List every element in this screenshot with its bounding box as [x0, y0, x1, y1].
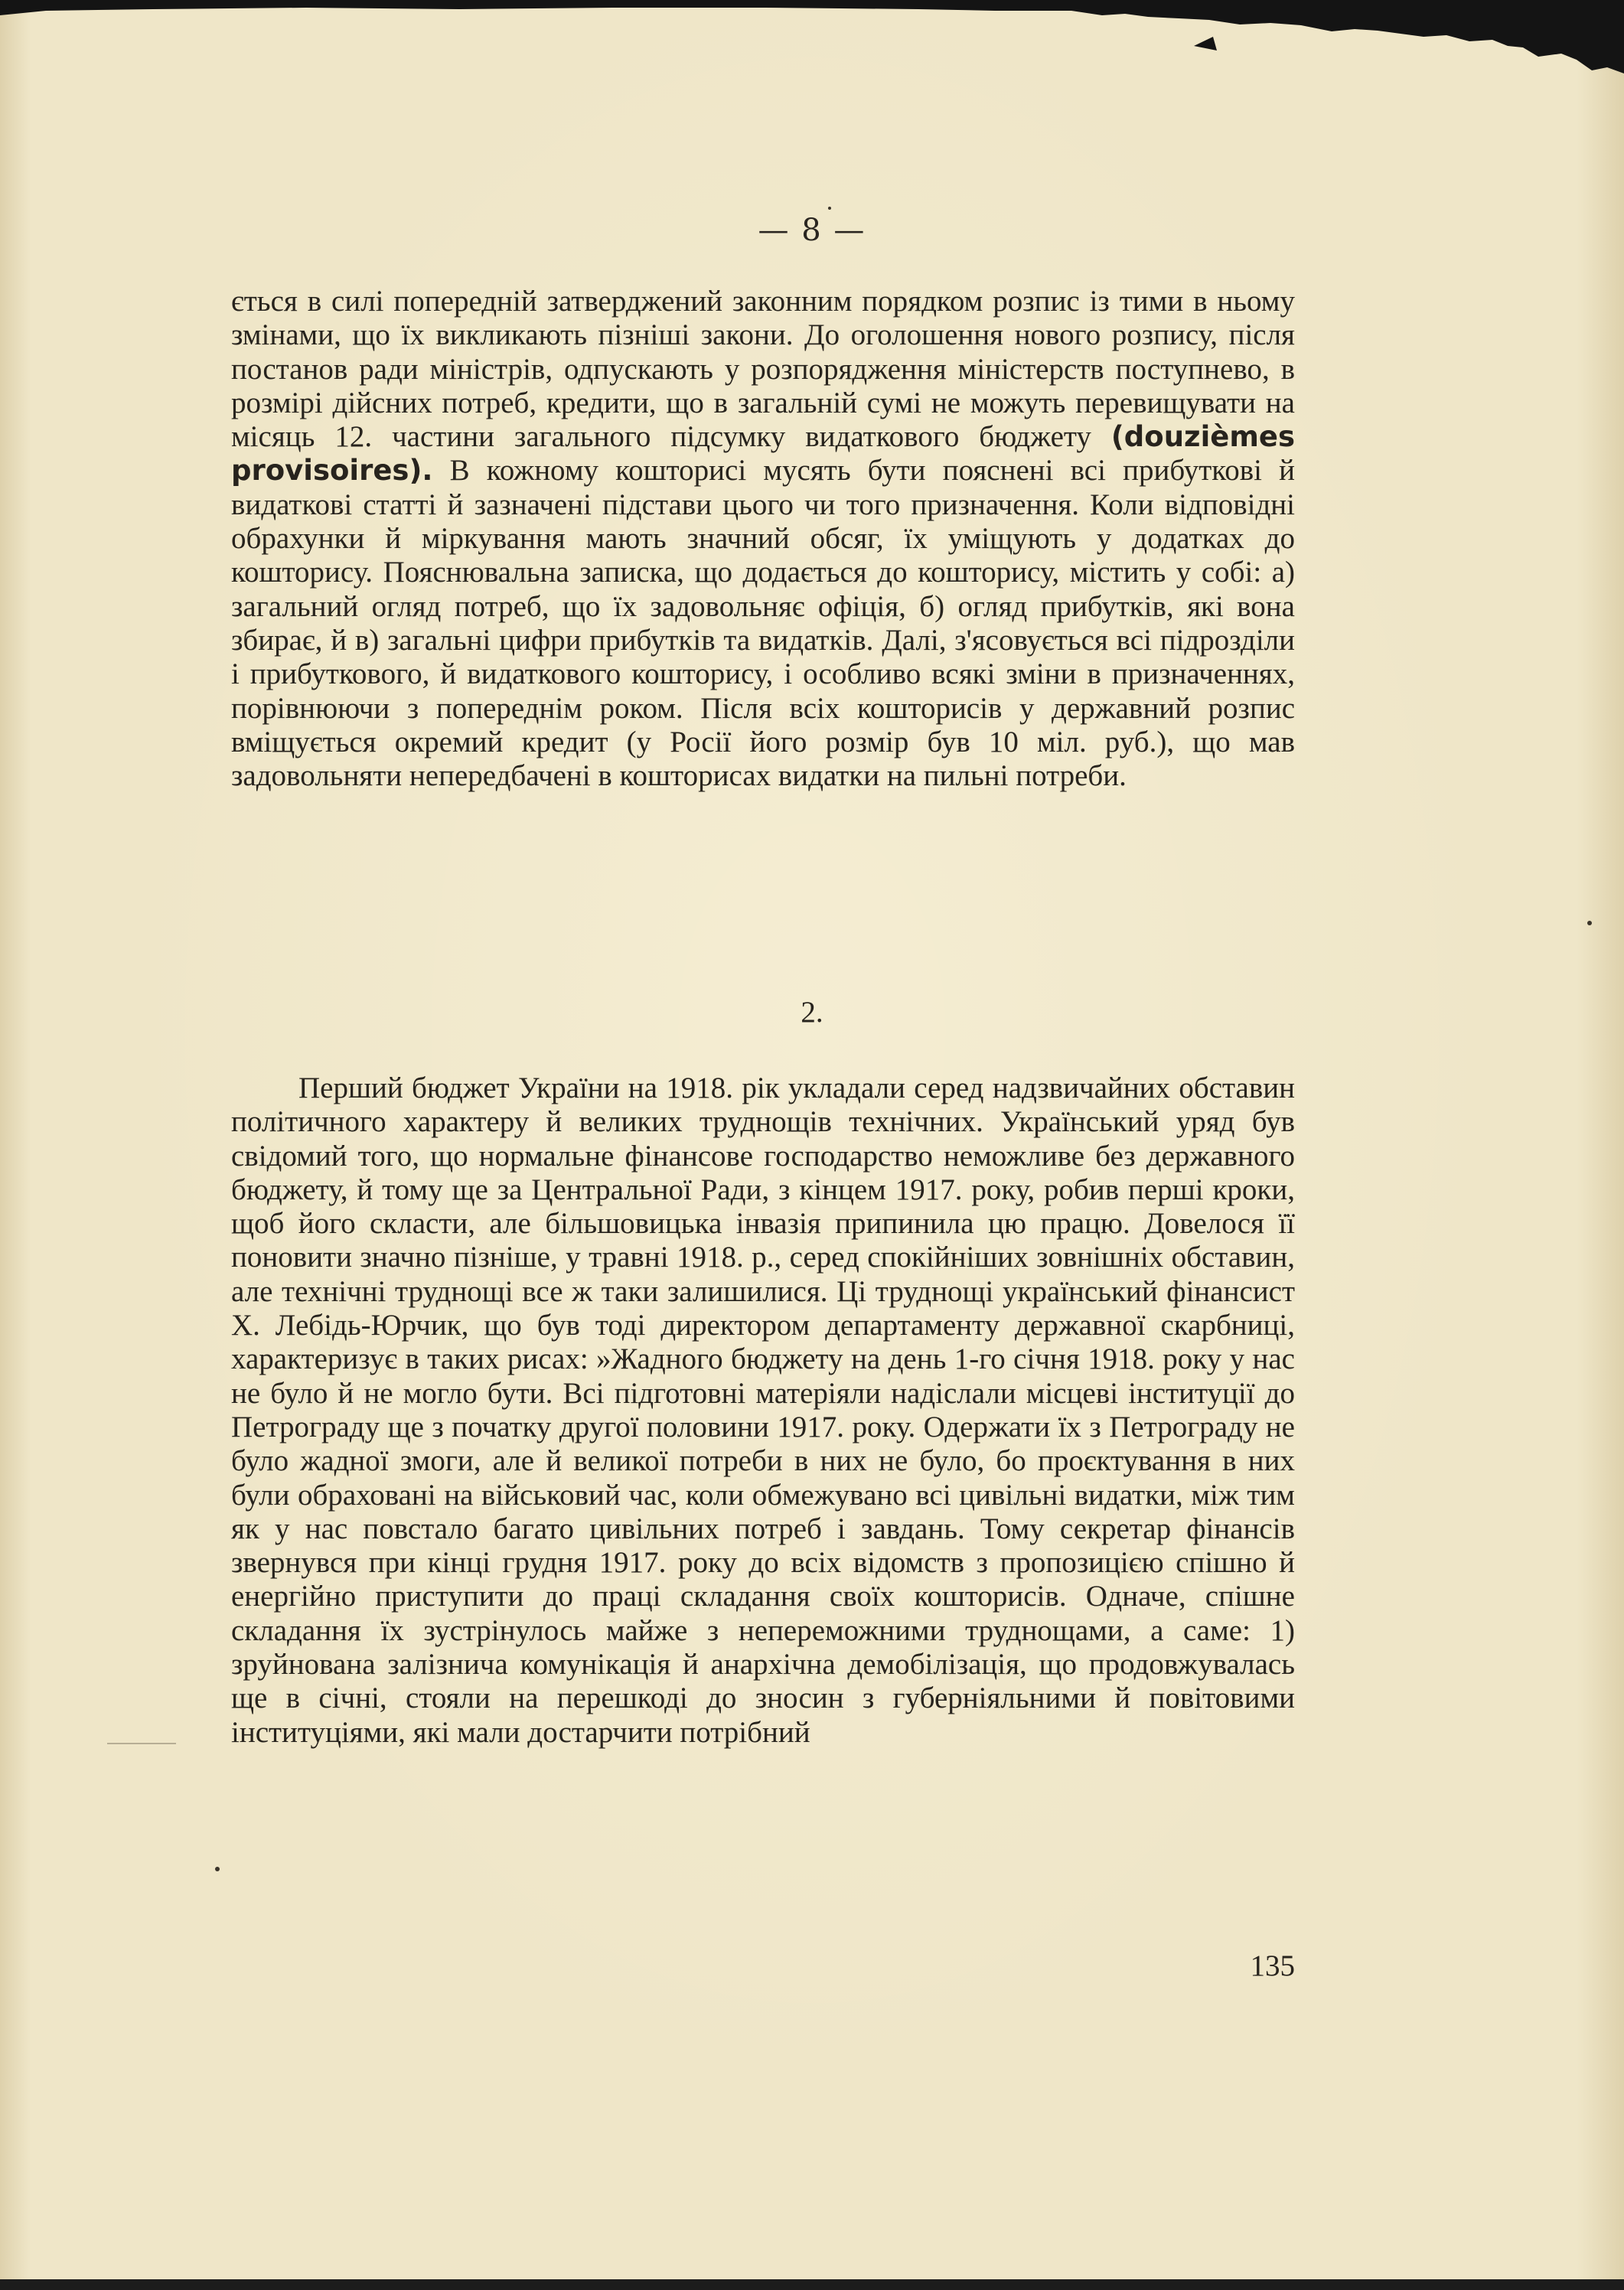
paragraph-continued: [231, 285, 1295, 793]
torn-top-edge: [0, 0, 1624, 84]
dust-speck: [1587, 921, 1592, 925]
dust-speck: [828, 207, 831, 210]
margin-mark: [107, 1743, 176, 1744]
body-text-continued: [231, 285, 1295, 793]
paragraph: Перший бюджет України на 1918. рік укладали серед надзвичайних обставин політичного характеру й великих труднощів технічних. Український уряд був свідомий того, що нормальне фінансове господарство неможливе без державного бюджету, й тому ще за Центральної Ради, з кінцем 1917. року, робив перші кроки, щоб його скласти, але більшовицька інвазія припинила цю працю. Довелося її поновити значно пізніше, у травні 1918. р., серед спокійніших зовнішніх обставин, але технічні труднощі все ж таки залишилися. Ці труднощі український фінансист Х. Лебідь-Юрчик, що був тоді директором департаменту державної скарбниці, характеризує в таких рисах: »Жадного бюджету на день 1-го січня 1918. року у нас не було й не могло бути. Всі підготовні матеріяли надіслали місцеві інституції до Петрограду ще з початку другої половини 1917. року. Одержати їх з Петрограду не було жадної змоги, але й великої потреби в них не було, бо проєктування в них були обраховані на військовий час, коли обмежувано всі цивільні видатки, між тим як у нас повстало багато цивільних потреб і завдань. Тому секретар фінансів звернувся при кінці грудня 1917. року до всіх відомств з пропозицією спішно й енергійно приступити до праці складання своїх кошторисів. Одначе, спішне складання їх зустрінулось майже з непереможними труднощами, а саме: 1) зруйнована залізнича комунікація й анархічна демобілізація, що продовжувалась ще в січні, стояли на перешкоді до зносин з губерніяльними й повітовими інституціями, які мали достарчити потрібний: [231, 1072, 1295, 1749]
emphasized-term: (douzièmes provisoires).: [231, 420, 1296, 488]
running-head: — 8 —: [758, 213, 866, 248]
scan-border: [0, 2279, 1624, 2290]
section-number: 2.: [801, 996, 823, 1029]
paragraph-text: ється в силі попередній затверджений законним порядком розпис із тими в ньому змінами, що їх викликають пізніші закони. До оголошення нового розпису, після постанов ради міністрів, одпускають у розпорядження міністерств поступнево, в розмірі дійсних потреб, кредити, що в загальній сумі не можуть перевищувати на місяць 12. частини загального підсумку видаткового бюджету: [231, 285, 1295, 454]
page-number: 135: [1250, 1949, 1295, 1982]
paragraph-text-continued: В кожному кошторисі мусять бути пояснені всі прибуткові й видаткові статті й зазначені підстави цього чи того призначення. Коли відповідні обрахунки й міркування мають значний обсяг, їх уміщують у додатках до кошторису. Пояснювальна записка, що додається до кошторису, містить у собі: а) загальний огляд потреб, що їх задовольняє офіція, б) огляд прибутків, які вона збирає, й в) загальні цифри прибутків та видатків. Далі, з'ясовується всі підрозділи і прибуткового, й видаткового кошторису, і особливо всякі зміни в призначеннях, порівнюючи з попереднім роком. Після всіх кошторисів у державний розпис вміщується окремий кредит (у Росії його розмір був 10 міл. руб.), що мав задовольняти непередбачені в кошторисах видатки на пильні потреби.: [231, 454, 1295, 793]
dust-speck: [215, 1867, 220, 1871]
body-text-section-2: [231, 1072, 1295, 1750]
